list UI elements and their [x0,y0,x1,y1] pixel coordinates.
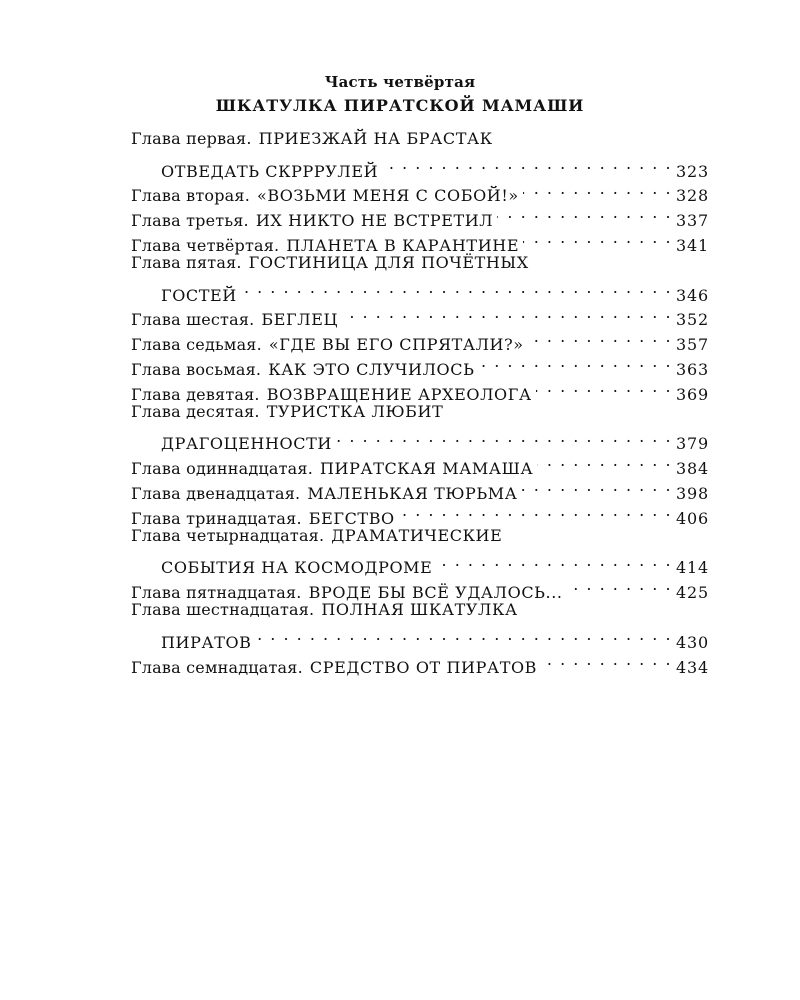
chapter-title: ПЛАНЕТА В КАРАНТИНЕ [286,235,520,255]
chapter-title-continued: ОТВЕДАТЬ СКРРРУЛЕЙ [161,161,379,181]
chapter-label: Глава четырнадцатая. [131,525,325,545]
chapter-title-continued: ПИРАТОВ [161,632,252,652]
page-number: 430 [676,632,709,652]
toc-entry-16[interactable] [131,598,709,652]
page-number: 434 [676,657,709,677]
dot-leader [382,152,672,177]
page-number: 398 [676,483,709,503]
dot-leader [241,276,672,301]
chapter-label: Глава двенадцатая. [131,483,301,503]
chapter-title: СРЕДСТВО ОТ ПИРАТОВ [309,657,538,677]
chapter-title-continued: ГОСТЕЙ [161,285,237,305]
chapter-title-continued: ДРАГОЦЕННОСТИ [161,434,332,454]
dot-leader [399,499,672,524]
part-label: Часть четвёртая [324,73,476,91]
chapter-label: Глава семнадцатая. [131,657,303,677]
dot-leader [541,648,672,673]
chapter-label: Глава четвёртая. [131,235,280,255]
page-number: 379 [676,434,709,454]
chapter-title: ГОСТИНИЦА ДЛЯ ПОЧЁТНЫХ [248,252,529,272]
chapter-label: Глава пятая. [131,252,242,272]
chapter-label: Глава пятнадцатая. [131,583,302,603]
dot-leader [537,449,672,474]
chapter-title: ДРАМАТИЧЕСКИЕ [331,525,503,545]
chapter-label: Глава третья. [131,211,249,231]
chapter-label: Глава вторая. [131,186,250,206]
dot-leader [497,201,672,226]
dot-leader [523,226,672,251]
page-number: 341 [676,235,709,255]
page-number: 363 [676,359,709,379]
chapter-title: БЕГСТВО [308,508,395,528]
chapter-label: Глава десятая. [131,401,260,421]
toc-entry-10[interactable] [131,400,709,454]
table-of-contents [131,127,709,677]
dot-leader [342,301,672,326]
page-number: 414 [676,558,709,578]
chapter-title: «ГДЕ ВЫ ЕГО СПРЯТАЛИ?» [268,335,524,355]
dot-leader [536,375,672,400]
toc-entry-5[interactable] [131,251,709,305]
page-number: 357 [676,335,709,355]
dot-leader [567,573,672,598]
chapter-label: Глава тринадцатая. [131,508,302,528]
chapter-title: ВРОДЕ БЫ ВСЁ УДАЛОСЬ... [308,583,563,603]
dot-leader [523,177,672,202]
chapter-title: КАК ЭТО СЛУЧИЛОСЬ [268,359,475,379]
chapter-title: ТУРИСТКА ЛЮБИТ [266,401,444,421]
chapter-label: Глава шестая. [131,310,255,330]
dot-leader [478,350,672,375]
dot-leader [436,549,672,574]
page-number: 323 [676,161,709,181]
chapter-title: МАЛЕНЬКАЯ ТЮРЬМА [307,483,518,503]
page-number: 346 [676,285,709,305]
page-number: 328 [676,186,709,206]
page-number: 369 [676,384,709,404]
chapter-title: ПИРАТСКАЯ МАМАША [320,459,534,479]
page-number: 352 [676,310,709,330]
toc-entry-1[interactable] [131,127,709,181]
chapter-label: Глава восьмая. [131,359,262,379]
chapter-title: ПОЛНАЯ ШКАТУЛКА [321,600,518,620]
dot-leader [528,325,672,350]
chapter-label: Глава первая. [131,129,252,148]
dot-leader [522,474,673,499]
page-number: 384 [676,459,709,479]
chapter-title: ВОЗВРАЩЕНИЕ АРХЕОЛОГА [266,384,532,404]
chapter-title: ИХ НИКТО НЕ ВСТРЕТИЛ [255,211,494,231]
chapter-label: Глава одиннадцатая. [131,459,313,479]
page-number: 425 [676,583,709,603]
chapter-title: ПРИЕЗЖАЙ НА БРАСТАК [258,129,493,148]
dot-leader [336,425,672,450]
chapter-title-continued: СОБЫТИЯ НА КОСМОДРОМЕ [161,558,433,578]
chapter-label: Глава шестнадцатая. [131,600,315,620]
chapter-label: Глава девятая. [131,384,260,404]
chapter-title: БЕГЛЕЦ [261,310,339,330]
chapter-title: «ВОЗЬМИ МЕНЯ С СОБОЙ!» [256,186,519,206]
page-number: 406 [676,508,709,528]
toc-entry-14[interactable] [131,524,709,578]
dot-leader [256,623,673,648]
page-number: 337 [676,211,709,231]
part-title: ШКАТУЛКА ПИРАТСКОЙ МАМАШИ [215,96,585,115]
chapter-label: Глава седьмая. [131,335,262,355]
